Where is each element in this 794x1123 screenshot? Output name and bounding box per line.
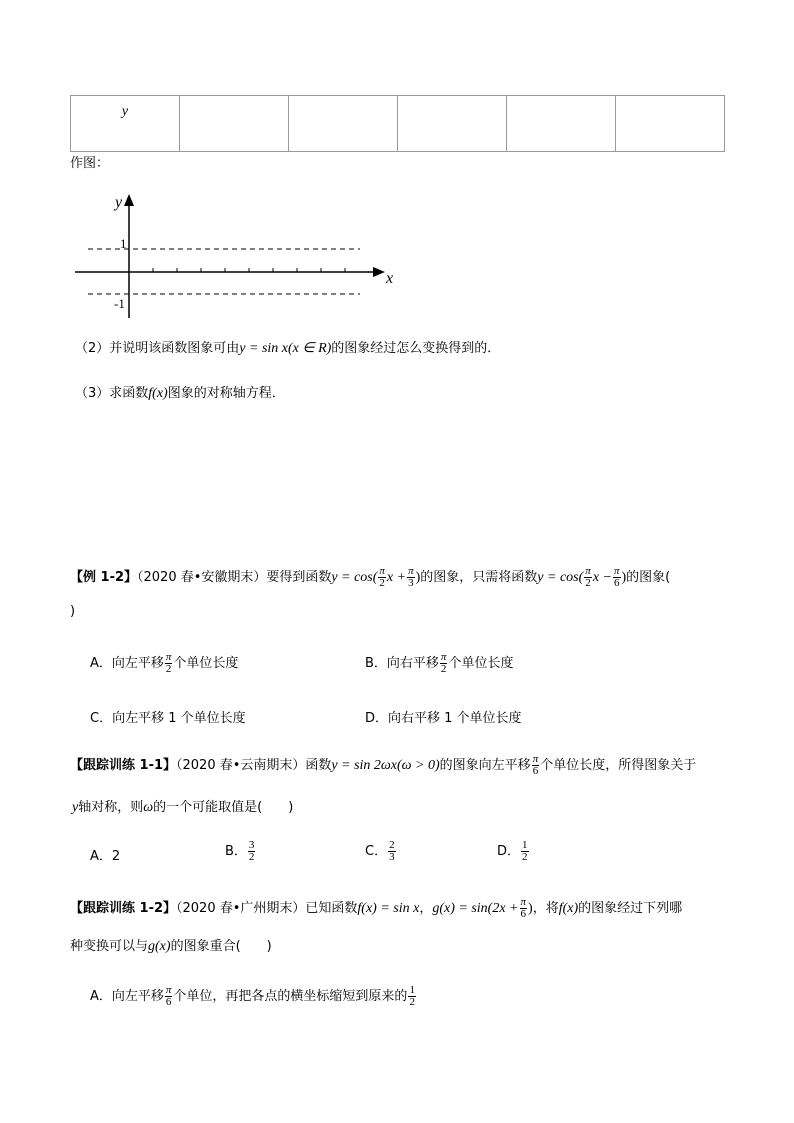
option-a[interactable]: A．向左平移 $\frac{\pi}{2}$ 个单位长度 xyxy=(90,651,239,675)
table-cell[interactable] xyxy=(507,96,616,152)
table-cell[interactable] xyxy=(398,96,507,152)
tracking-1-2-line2: 种变换可以与g(x)的图象重合( ) xyxy=(70,939,272,954)
table-row-label: y xyxy=(71,96,180,152)
tick-label-neg1: -1 xyxy=(114,296,125,311)
tick-label-1: 1 xyxy=(120,236,127,251)
table-cell[interactable] xyxy=(289,96,398,152)
table-row xyxy=(71,96,725,152)
option-a[interactable]: A．2 xyxy=(90,849,121,864)
table-cell[interactable] xyxy=(616,96,725,152)
tracking-1-1-line2: y轴对称，则ω的一个可能取值是( ) xyxy=(72,800,294,815)
option-c[interactable]: C．向左平移 1 个单位长度 xyxy=(90,711,246,726)
axes-sketch xyxy=(70,190,410,320)
x-axis-label: x xyxy=(386,270,394,287)
option-d[interactable]: D．向右平移 1 个单位长度 xyxy=(365,711,522,726)
value-table xyxy=(70,95,725,152)
option-d[interactable]: D． $\frac{1}{2}$ xyxy=(497,839,528,863)
y-axis-label: y xyxy=(115,194,123,211)
table-cell[interactable] xyxy=(180,96,289,152)
y-axis-arrow xyxy=(124,194,134,206)
question-3: （3）求函数f(x)图象的对称轴方程． xyxy=(75,386,285,401)
option-b[interactable]: B． $\frac{3}{2}$ xyxy=(225,839,255,863)
option-a[interactable]: A．向左平移 $\frac{\pi}{6}$ 个单位，再把各点的横坐标缩短到原来的 $\frac{1}{2}$ xyxy=(90,984,415,1008)
example-1-2: 【例 1-2】（2020 春•安徽期末）要得到函数y = cos( $\frac{\pi}{2}$ x + $\frac{\pi}{3}$ )的图象，只需将函数y = cos( $\frac{\pi}{2}$ x − $\frac{\pi}{6}$ )的图象( xyxy=(70,565,671,589)
tracking-1-1: 【跟踪训练 1-1】（2020 春•云南期末）函数y = sin 2ωx(ω > 0)的图象向左平移 $\frac{\pi}{6}$ 个单位长度，所得图象关于 xyxy=(70,753,697,777)
example-1-2-paren: ) xyxy=(70,604,76,619)
tracking-1-2: 【跟踪训练 1-2】（2020 春•广州期末）已知函数f(x) = sin x，g(x) = sin(2x + $\frac{\pi}{6}$ )，将f(x)的图象经过下列哪 xyxy=(70,896,683,920)
question-2: （2）并说明该函数图象可由y = sin x(x ∈ R)的图象经过怎么变换得到的． xyxy=(75,341,501,356)
x-axis-arrow xyxy=(373,267,385,277)
plot-label: 作图： xyxy=(70,156,110,171)
option-b[interactable]: B．向右平移 $\frac{\pi}{2}$ 个单位长度 xyxy=(365,651,514,675)
option-c[interactable]: C． $\frac{2}{3}$ xyxy=(365,839,395,863)
